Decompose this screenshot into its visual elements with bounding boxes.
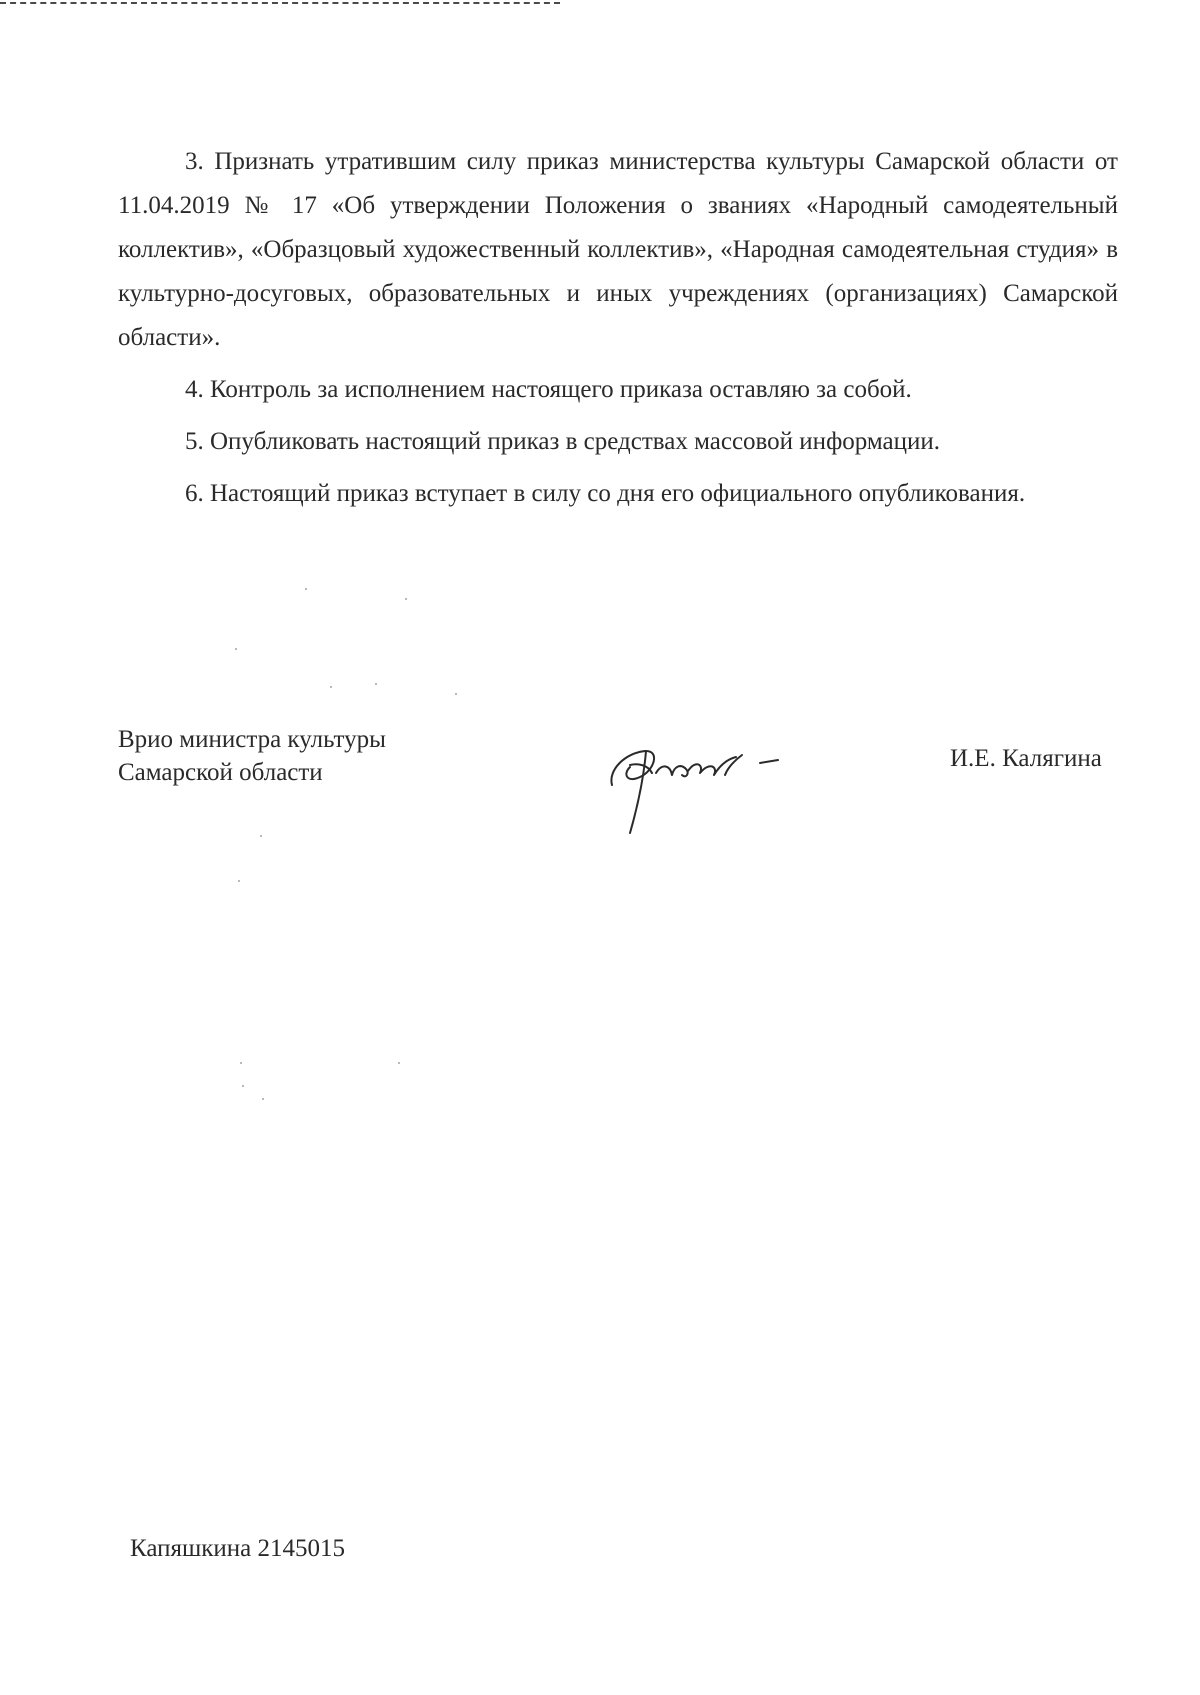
- scan-speck: [305, 588, 307, 590]
- document-body: [118, 140, 1118, 516]
- scan-speck: [375, 683, 377, 685]
- scan-speck: [330, 686, 332, 688]
- handwritten-signature: [600, 715, 800, 835]
- scan-speck: [240, 1062, 242, 1064]
- paragraph-3: 3. Признать утратившим силу приказ министерства культуры Самарской области от 11.04.2019 № 17 «Об утверждении Положения о званиях «Народный самодеятельный коллектив», «Образцовый художественный коллектив», «Народная самодеятельная студия» в культурно-досуговых, образовательных и иных учреждениях (организациях) Самарской области».: [118, 148, 1118, 351]
- scan-speck: [405, 598, 407, 600]
- scan-speck: [242, 1085, 244, 1087]
- paragraph-6: 6. Настоящий приказ вступает в силу со дня его официального опубликования.: [185, 480, 1026, 507]
- scan-speck: [398, 1062, 400, 1064]
- scan-speck: [262, 1098, 264, 1100]
- paragraph-4: 4. Контроль за исполнением настоящего приказа оставляю за собой.: [185, 376, 912, 403]
- scan-speck: [260, 835, 262, 837]
- signer-position: [118, 723, 386, 789]
- signer-name: И.Е. Калягина: [950, 745, 1102, 772]
- signer-position-line-2: Самарской области: [118, 759, 323, 786]
- executor-contact: Капяшкина 2145015: [130, 1535, 345, 1562]
- cut-line-divider: [0, 2, 560, 4]
- signer-position-line-1: Врио министра культуры: [118, 726, 386, 753]
- scan-speck: [455, 693, 457, 695]
- scan-speck: [238, 880, 240, 882]
- scan-speck: [235, 648, 237, 650]
- paragraph-5: 5. Опубликовать настоящий приказ в средствах массовой информации.: [185, 428, 941, 455]
